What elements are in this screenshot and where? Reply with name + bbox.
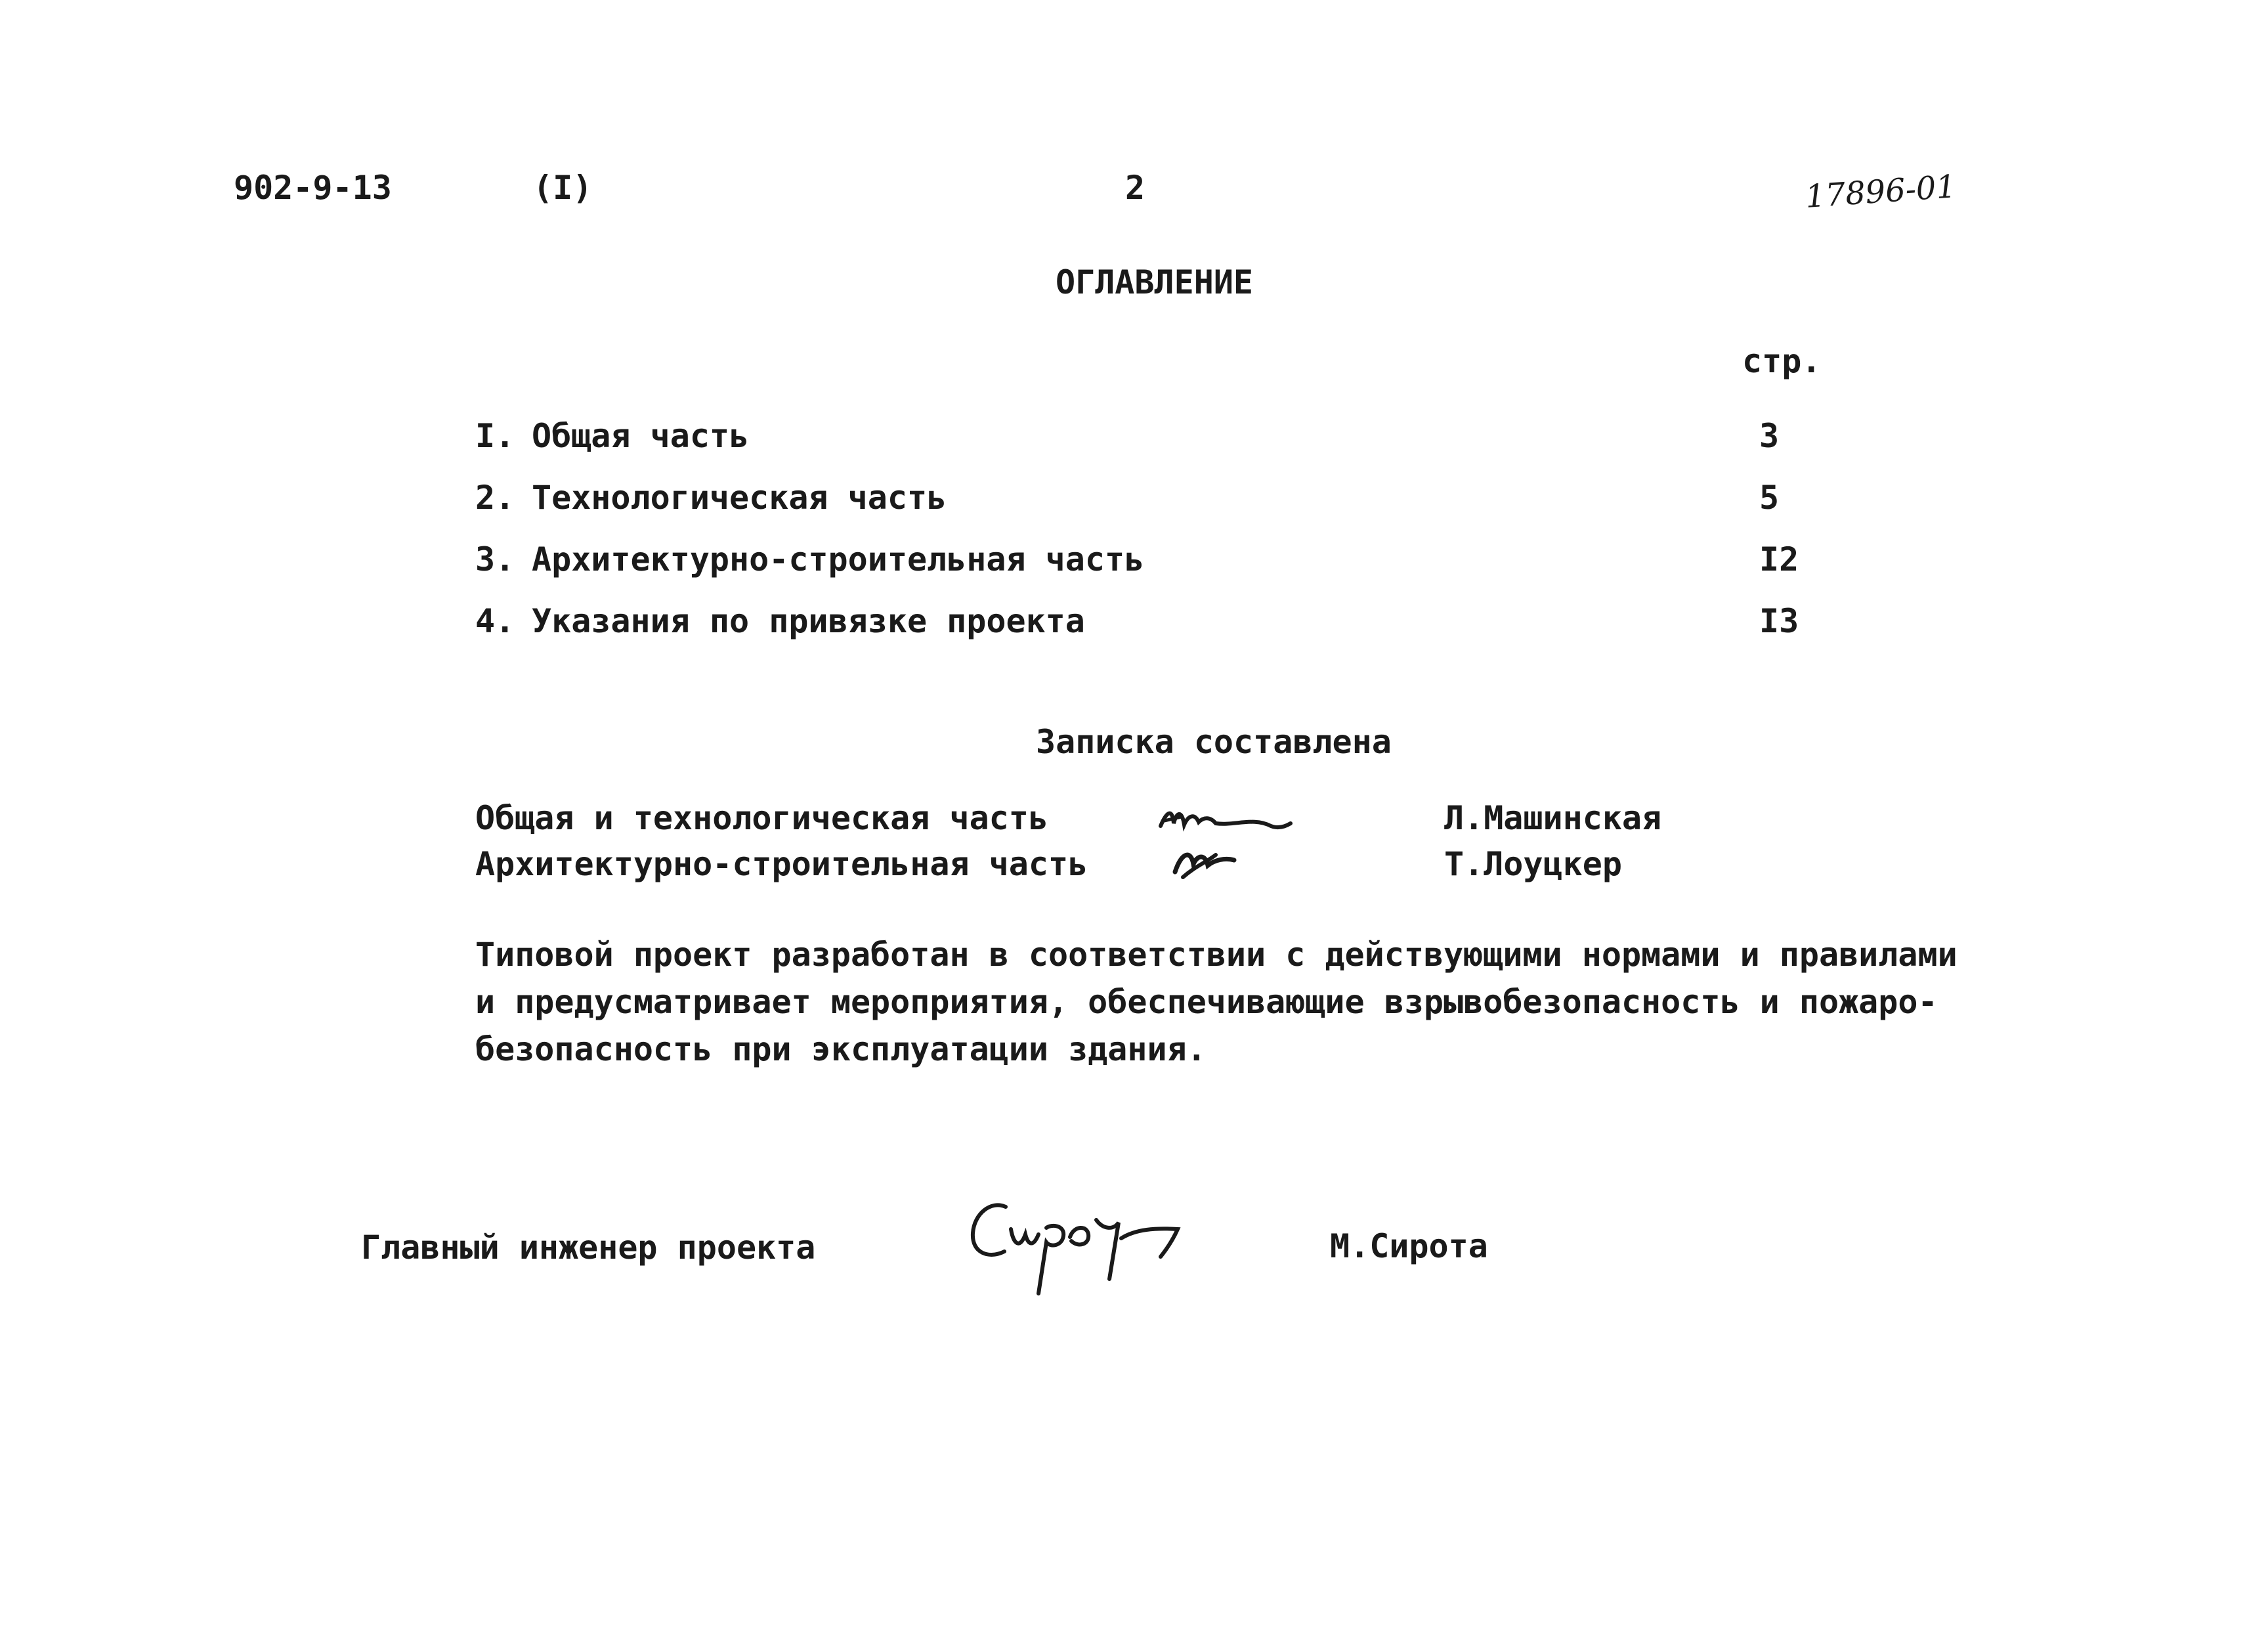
toc-item-number: 4. bbox=[475, 602, 515, 640]
toc-item-page: I2 bbox=[1759, 540, 1799, 578]
toc-page-column-label: стр. bbox=[1742, 342, 1822, 380]
author-name: Т.Лоуцкер bbox=[1444, 845, 1622, 883]
author-signature-2 bbox=[1168, 840, 1241, 886]
author-part: Архитектурно-строительная часть bbox=[475, 845, 1088, 883]
statement-line: Типовой проект разработан в соответствии с действующими нормами и правилами bbox=[475, 936, 1958, 974]
author-name: Л.Машинская bbox=[1444, 799, 1662, 837]
toc-item-page: 3 bbox=[1759, 417, 1780, 455]
toc-item-page: 5 bbox=[1759, 479, 1780, 517]
toc-item-title: Архитектурно-строительная часть bbox=[532, 540, 1145, 578]
author-part: Общая и технологическая часть bbox=[475, 799, 1048, 837]
toc-item-page: I3 bbox=[1759, 602, 1799, 640]
archive-number: 17896-01 bbox=[1804, 168, 1958, 215]
toc-item-title: Указания по привязке проекта bbox=[532, 602, 1085, 640]
statement-line: и предусматривает мероприятия, обеспечивающие взрывобезопасность и пожаро- bbox=[475, 983, 1938, 1021]
author-signature-1 bbox=[1155, 797, 1300, 843]
toc-item-number: I. bbox=[475, 417, 515, 455]
chief-engineer-signature bbox=[965, 1188, 1201, 1300]
project-statement bbox=[475, 931, 1958, 1073]
toc-item-title: Общая часть bbox=[532, 417, 750, 455]
statement-line: безопасность при эксплуатации здания. bbox=[475, 1030, 1207, 1068]
toc-item-title: Технологическая часть bbox=[532, 479, 947, 517]
toc-item-number: 3. bbox=[475, 540, 515, 578]
authors-heading: Записка составлена bbox=[1036, 723, 1392, 761]
page-number: 2 bbox=[1125, 169, 1145, 207]
toc-title: ОГЛАВЛЕНИЕ bbox=[1056, 263, 1254, 301]
chief-engineer-name: М.Сирота bbox=[1330, 1227, 1488, 1265]
chief-engineer-role: Главный инженер проекта bbox=[361, 1228, 816, 1267]
volume-number: (I) bbox=[533, 169, 593, 207]
toc-item-number: 2. bbox=[475, 479, 515, 517]
doc-code: 902-9-13 bbox=[234, 169, 392, 207]
